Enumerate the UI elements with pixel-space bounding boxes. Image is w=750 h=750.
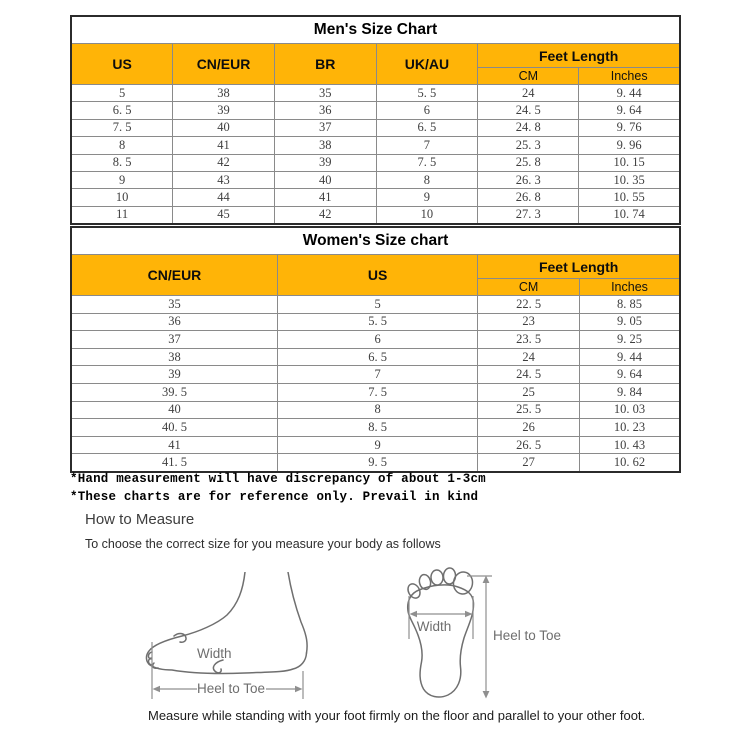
table-cell: 8. 5 bbox=[277, 419, 477, 437]
column-header-inches: Inches bbox=[579, 68, 680, 85]
table-cell: 25. 8 bbox=[478, 154, 579, 171]
toe-middle bbox=[430, 570, 443, 586]
foot-top-view-diagram bbox=[393, 563, 578, 708]
table-row bbox=[71, 436, 680, 454]
table-cell: 6 bbox=[277, 331, 477, 349]
column-header-cneur: CN/EUR bbox=[71, 255, 277, 296]
mens-table-title: Men's Size Chart bbox=[71, 16, 680, 44]
table-cell: 10. 23 bbox=[579, 419, 680, 437]
table-cell: 7 bbox=[277, 366, 477, 384]
table-cell: 38 bbox=[173, 85, 275, 102]
table-cell: 23 bbox=[478, 313, 580, 331]
table-cell: 6 bbox=[376, 102, 478, 119]
table-row bbox=[71, 331, 680, 349]
table-cell: 10. 35 bbox=[579, 171, 680, 188]
footnote-hand-measurement: *Hand measurement will have discrepancy of about 1-3cm bbox=[70, 472, 486, 486]
table-cell: 7. 5 bbox=[71, 119, 173, 136]
table-row bbox=[71, 206, 680, 224]
table-cell: 25. 5 bbox=[478, 401, 580, 419]
table-cell: 5 bbox=[71, 85, 173, 102]
table-cell: 9 bbox=[277, 436, 477, 454]
table-row bbox=[71, 419, 680, 437]
table-cell: 35 bbox=[274, 85, 376, 102]
table-cell: 45 bbox=[173, 206, 275, 224]
table-cell: 24 bbox=[478, 85, 579, 102]
table-cell: 39 bbox=[274, 154, 376, 171]
table-cell: 36 bbox=[71, 313, 277, 331]
table-cell: 40 bbox=[173, 119, 275, 136]
table-row bbox=[71, 85, 680, 102]
foot-side-view-diagram bbox=[140, 572, 385, 707]
column-header-cm: CM bbox=[478, 68, 579, 85]
table-cell: 10 bbox=[376, 206, 478, 224]
table-row bbox=[71, 454, 680, 472]
column-header-inches: Inches bbox=[579, 279, 680, 296]
table-cell: 40. 5 bbox=[71, 419, 277, 437]
table-cell: 41 bbox=[274, 189, 376, 206]
table-cell: 9. 64 bbox=[579, 366, 680, 384]
table-row bbox=[71, 154, 680, 171]
table-cell: 10. 62 bbox=[579, 454, 680, 472]
side-heel-to-toe-label: Heel to Toe bbox=[196, 681, 266, 696]
footnote-reference-only: *These charts are for reference only. Prevail in kind bbox=[70, 490, 479, 504]
table-cell: 43 bbox=[173, 171, 275, 188]
table-cell: 7. 5 bbox=[277, 383, 477, 401]
column-header-cneur: CN/EUR bbox=[173, 44, 275, 85]
table-cell: 6. 5 bbox=[376, 119, 478, 136]
table-cell: 11 bbox=[71, 206, 173, 224]
column-header-us: US bbox=[71, 44, 173, 85]
table-row bbox=[71, 296, 680, 314]
table-cell: 39 bbox=[71, 366, 277, 384]
column-header-feet-length: Feet Length bbox=[478, 44, 680, 68]
table-cell: 22. 5 bbox=[478, 296, 580, 314]
table-cell: 10. 15 bbox=[579, 154, 680, 171]
table-row bbox=[71, 313, 680, 331]
table-cell: 41. 5 bbox=[71, 454, 277, 472]
table-cell: 10. 74 bbox=[579, 206, 680, 224]
top-width-label: Width bbox=[416, 619, 452, 634]
side-width-label: Width bbox=[197, 646, 232, 661]
table-cell: 26 bbox=[478, 419, 580, 437]
table-row bbox=[71, 137, 680, 154]
table-cell: 9. 84 bbox=[579, 383, 680, 401]
table-cell: 37 bbox=[71, 331, 277, 349]
table-row bbox=[71, 119, 680, 136]
table-cell: 6. 5 bbox=[71, 102, 173, 119]
table-row bbox=[71, 366, 680, 384]
table-cell: 9. 96 bbox=[579, 137, 680, 154]
table-row bbox=[71, 171, 680, 188]
mens-size-table bbox=[70, 15, 681, 225]
table-cell: 5. 5 bbox=[376, 85, 478, 102]
table-cell: 24. 8 bbox=[478, 119, 579, 136]
measure-instruction-caption: Measure while standing with your foot firmly on the floor and parallel to your other foot. bbox=[148, 708, 646, 723]
table-cell: 41 bbox=[71, 436, 277, 454]
table-cell: 10. 03 bbox=[579, 401, 680, 419]
width-arrowhead-left bbox=[410, 611, 418, 617]
table-cell: 44 bbox=[173, 189, 275, 206]
table-cell: 9. 5 bbox=[277, 454, 477, 472]
table-cell: 8. 5 bbox=[71, 154, 173, 171]
table-cell: 6. 5 bbox=[277, 348, 477, 366]
table-cell: 38 bbox=[71, 348, 277, 366]
table-cell: 9 bbox=[376, 189, 478, 206]
ball-curl bbox=[213, 660, 223, 673]
table-cell: 7. 5 bbox=[376, 154, 478, 171]
table-cell: 9. 25 bbox=[579, 331, 680, 349]
table-cell: 25 bbox=[478, 383, 580, 401]
table-cell: 9. 44 bbox=[579, 85, 680, 102]
table-cell: 8 bbox=[71, 137, 173, 154]
how-to-measure-heading: How to Measure bbox=[85, 511, 195, 528]
how-to-measure-subtext: To choose the correct size for you measure your body as follows bbox=[85, 537, 441, 551]
column-header-us: US bbox=[277, 255, 477, 296]
table-cell: 39. 5 bbox=[71, 383, 277, 401]
table-cell: 8 bbox=[277, 401, 477, 419]
column-header-br: BR bbox=[274, 44, 376, 85]
heel-arrowhead-top bbox=[483, 576, 490, 584]
table-cell: 25. 3 bbox=[478, 137, 579, 154]
table-cell: 40 bbox=[71, 401, 277, 419]
table-cell: 24 bbox=[478, 348, 580, 366]
table-row bbox=[71, 102, 680, 119]
table-cell: 23. 5 bbox=[478, 331, 580, 349]
mens-table-body bbox=[71, 85, 680, 225]
table-cell: 36 bbox=[274, 102, 376, 119]
footprint-outline bbox=[408, 585, 474, 697]
table-cell: 38 bbox=[274, 137, 376, 154]
table-cell: 9. 64 bbox=[579, 102, 680, 119]
table-cell: 7 bbox=[376, 137, 478, 154]
column-header-ukau: UK/AU bbox=[376, 44, 478, 85]
table-cell: 9 bbox=[71, 171, 173, 188]
table-cell: 42 bbox=[173, 154, 275, 171]
table-cell: 10. 43 bbox=[579, 436, 680, 454]
table-cell: 5. 5 bbox=[277, 313, 477, 331]
table-cell: 27. 3 bbox=[478, 206, 579, 224]
heel-arrowhead-right bbox=[295, 686, 303, 692]
table-cell: 37 bbox=[274, 119, 376, 136]
table-cell: 42 bbox=[274, 206, 376, 224]
table-cell: 39 bbox=[173, 102, 275, 119]
column-header-feet-length: Feet Length bbox=[478, 255, 680, 279]
table-cell: 27 bbox=[478, 454, 580, 472]
table-cell: 9. 76 bbox=[579, 119, 680, 136]
table-row bbox=[71, 189, 680, 206]
table-cell: 8. 85 bbox=[579, 296, 680, 314]
table-cell: 26. 3 bbox=[478, 171, 579, 188]
table-cell: 24. 5 bbox=[478, 366, 580, 384]
table-cell: 26. 5 bbox=[478, 436, 580, 454]
table-row bbox=[71, 401, 680, 419]
column-header-cm: CM bbox=[478, 279, 580, 296]
table-cell: 9. 44 bbox=[579, 348, 680, 366]
table-cell: 10. 55 bbox=[579, 189, 680, 206]
table-cell: 40 bbox=[274, 171, 376, 188]
womens-size-table bbox=[70, 226, 681, 473]
womens-table-body bbox=[71, 296, 680, 472]
table-cell: 5 bbox=[277, 296, 477, 314]
table-cell: 35 bbox=[71, 296, 277, 314]
top-heel-to-toe-label: Heel to Toe bbox=[493, 628, 562, 643]
table-cell: 9. 05 bbox=[579, 313, 680, 331]
table-cell: 10 bbox=[71, 189, 173, 206]
foot-back-leg-line bbox=[288, 572, 307, 653]
table-row bbox=[71, 348, 680, 366]
heel-arrowhead-bottom bbox=[483, 691, 490, 699]
table-cell: 41 bbox=[173, 137, 275, 154]
womens-table-title: Women's Size chart bbox=[71, 227, 680, 255]
heel-arrowhead-left bbox=[153, 686, 161, 692]
table-cell: 26. 8 bbox=[478, 189, 579, 206]
table-cell: 24. 5 bbox=[478, 102, 579, 119]
table-cell: 8 bbox=[376, 171, 478, 188]
table-row bbox=[71, 383, 680, 401]
